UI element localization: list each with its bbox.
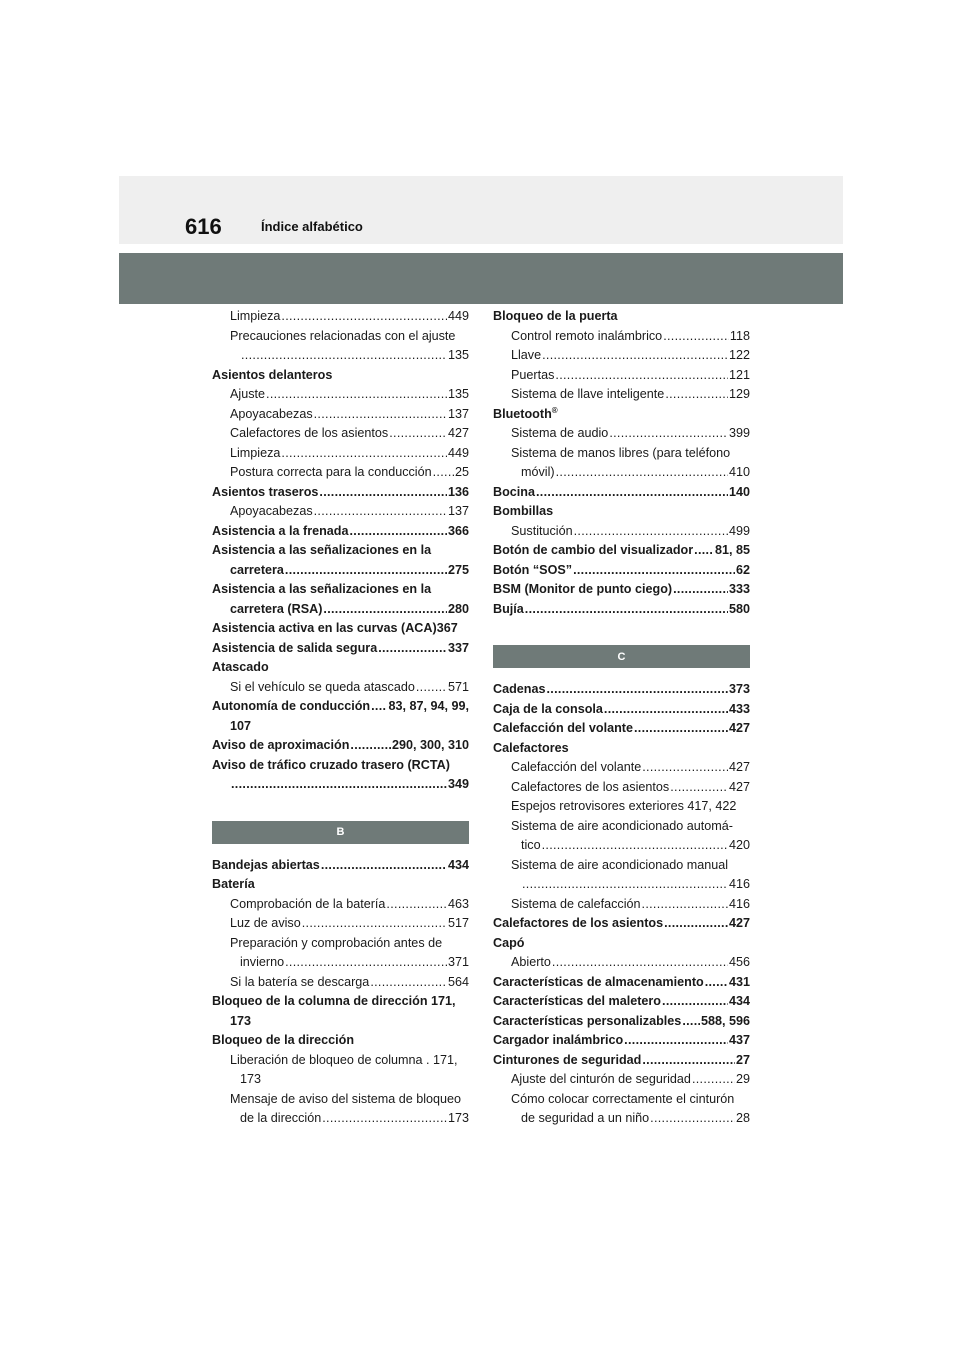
dot-leader [322,1109,447,1129]
entry-page: 333 [728,582,750,596]
entry-label: Cadenas [493,682,546,696]
index-entry[interactable] [493,1070,750,1090]
entry-label: Asistencia a la frenada [212,523,349,538]
entry-label: Cinturones de seguridad [493,1052,642,1067]
index-entry[interactable] [493,327,750,347]
entry-label: Características de almacenamiento [493,974,704,989]
index-entry[interactable] [212,463,469,483]
entry-page: 416 [728,896,750,911]
entry-label: Calefacción del volante [511,760,642,774]
entry-label: Ajuste del cinturón de seguridad [511,1072,691,1086]
entry-label: carretera (RSA) [230,601,323,616]
index-entry[interactable] [493,1012,750,1032]
dot-leader [522,875,728,895]
page-number: 616 [185,214,222,239]
dot-leader [642,1051,735,1071]
entry-label: Apoyacabezas [230,504,313,518]
entry-page: 83, 87, 94, 99, [388,699,469,713]
index-entry[interactable] [212,619,469,639]
index-entry[interactable] [493,797,750,817]
entry-label: Botón de cambio del visualizador [493,543,694,557]
entry-label: 173 [240,1072,262,1086]
entry-page: 449 [447,309,469,323]
dot-leader [670,778,728,798]
entry-page: 136 [447,484,469,499]
entry-label: BSM (Monitor de punto ciego) [493,582,673,596]
entry-label: Si la batería se descarga [230,974,370,989]
entry-label: carretera [230,562,284,577]
index-entry[interactable] [493,405,750,425]
index-entry[interactable] [212,875,469,895]
entry-label: tico [521,838,541,852]
dot-leader [386,895,447,915]
index-entry[interactable] [493,778,750,798]
entry-page: 62 [735,562,750,577]
index-entry[interactable] [493,385,750,405]
index-entry[interactable] [212,385,469,405]
index-entry[interactable] [212,914,469,934]
entry-label: Sistema de aire acondicionado automá- [511,818,733,833]
entry-page: 28 [735,1111,750,1125]
dot-leader [378,639,447,659]
dot-leader [555,366,728,386]
index-entry[interactable] [493,600,750,620]
dot-leader [542,346,728,366]
dot-leader [389,424,447,444]
dot-leader [319,483,447,503]
entry-label: Sistema de manos libres (para teléfono [511,445,731,460]
index-entry[interactable] [212,366,469,386]
entry-page: 410 [728,465,750,479]
entry-page: 280 [447,601,469,616]
entry-label: Preparación y comprobación antes de [230,935,443,950]
index-entry[interactable] [212,953,469,973]
entry-page: 499 [728,523,750,538]
entry-page: 137 [447,406,469,421]
index-entry[interactable] [212,580,469,600]
index-entry[interactable] [493,502,750,522]
entry-page: 431 [728,974,750,989]
entry-label: Asistencia de salida segura [212,640,378,655]
entry-page: 517 [447,916,469,930]
entry-label: Bloqueo de la columna de dirección 171, [212,994,456,1008]
dot-leader [650,1109,735,1129]
entry-page: 564 [447,974,469,989]
dot-leader [673,580,728,600]
entry-page: 427 [728,760,750,774]
dot-leader [542,836,728,856]
dot-leader [302,914,447,934]
index-entry[interactable] [212,678,469,698]
dot-leader [525,600,728,620]
entry-page: 290, 300, 310 [391,738,469,752]
dot-leader [241,346,447,366]
entry-page: 449 [447,445,469,460]
index-entry[interactable] [212,307,469,327]
entry-page: 427 [728,779,750,794]
index-entry[interactable] [212,639,469,659]
entry-label: Limpieza [230,309,281,323]
index-entry[interactable] [212,502,469,522]
dot-leader [604,700,728,720]
index-entry[interactable] [212,736,469,756]
index-entry[interactable] [212,1070,469,1090]
dot-leader [634,719,728,739]
dot-leader [694,541,714,561]
registered-mark: ® [551,405,558,415]
index-entry[interactable] [493,934,750,954]
entry-label: Aviso de aproximación [212,738,350,752]
index-entry[interactable] [212,934,469,954]
entry-label: 173 [230,1013,252,1028]
entry-page: 366 [447,523,469,538]
entry-label: Calefactores [493,740,569,755]
index-entry[interactable] [212,1051,469,1071]
dot-leader [314,405,447,425]
entry-label: Liberación de bloqueo de columna . 171, [230,1052,458,1067]
entry-page: 129 [728,387,750,401]
entry-label: Calefactores de los asientos [230,426,389,440]
index-entry[interactable] [493,366,750,386]
entry-page: 373 [728,682,750,696]
entry-page: 29 [735,1072,750,1086]
entry-label: Asistencia activa en las curvas (ACA)367 [212,621,458,635]
index-entry[interactable] [212,973,469,993]
entry-label: Limpieza [230,445,281,460]
index-column-left [212,307,469,1129]
entry-label: Asistencia a las señalizaciones en la [212,582,432,596]
entry-label: Ajuste [230,387,266,401]
index-entry[interactable] [493,914,750,934]
dot-leader [314,502,447,522]
entry-label: Autonomía de conducción [212,699,371,713]
entry-page: 399 [728,426,750,440]
index-entry[interactable] [212,327,469,347]
entry-page: 437 [728,1033,750,1047]
entry-label: Si el vehículo se queda atascado [230,679,415,694]
dot-leader [574,522,728,542]
index-entry[interactable] [493,580,750,600]
letter-divider: C [493,645,750,668]
entry-page: 433 [728,701,750,716]
entry-label: Atascado [212,660,269,674]
dot-leader [321,856,447,876]
index-entry[interactable] [493,973,750,993]
index-entry[interactable] [212,561,469,581]
index-entry[interactable] [493,719,750,739]
index-entry[interactable] [493,444,750,464]
entry-label: Luz de aviso [230,916,301,930]
index-entry[interactable] [212,1109,469,1129]
entry-label: Bluetooth [493,406,552,421]
entry-page: 121 [728,367,750,382]
entry-label: Sistema de calefacción [511,896,641,911]
letter-divider: B [212,821,469,844]
entry-page: 135 [447,348,469,362]
index-entry[interactable] [212,756,469,776]
index-entry[interactable] [493,758,750,778]
index-entry[interactable] [493,953,750,973]
entry-label: Bocina [493,484,535,499]
index-entry[interactable] [493,1031,750,1051]
entry-page: 427 [728,721,750,735]
dot-leader [350,522,447,542]
index-entry[interactable] [493,895,750,915]
entry-label: Sistema de llave inteligente [511,387,665,401]
entry-label: Características personalizables [493,1013,682,1028]
entry-label: invierno [240,955,285,969]
entry-label: Bloqueo de la dirección [212,1033,355,1047]
entry-page: 140 [728,484,750,499]
index-entry[interactable] [493,463,750,483]
dot-leader [624,1031,728,1051]
index-entry[interactable] [493,739,750,759]
entry-page: 25 [454,465,469,479]
dot-leader [547,680,728,700]
dot-leader [285,561,447,581]
entry-label: de la dirección [240,1111,322,1125]
index-entry[interactable] [212,483,469,503]
entry-label: móvil) [521,465,555,479]
index-entry[interactable] [212,658,469,678]
entry-label: Control remoto inalámbrico [511,328,663,343]
index-entry[interactable] [493,875,750,895]
index-entry[interactable] [212,541,469,561]
index-entry[interactable] [493,836,750,856]
index-entry[interactable] [493,817,750,837]
dot-leader [266,385,447,405]
entry-label: Sistema de audio [511,426,609,440]
entry-label: Capó [493,935,525,950]
index-entry[interactable] [212,717,469,737]
section-gap [493,619,750,645]
index-entry[interactable] [212,1031,469,1051]
dot-leader [552,953,728,973]
index-entry[interactable] [493,424,750,444]
entry-page: 173 [447,1111,469,1125]
dot-leader [642,895,728,915]
entry-label: Sistema de aire acondicionado manual [511,857,729,872]
index-entry[interactable] [212,405,469,425]
entry-label: Llave [511,348,542,362]
entry-label: Puertas [511,367,555,382]
index-entry[interactable] [493,483,750,503]
entry-page: 135 [447,387,469,401]
index-entry[interactable] [493,522,750,542]
dot-leader [573,561,735,581]
entry-page: 81, 85 [714,543,750,557]
entry-label: Cargador inalámbrico [493,1033,624,1047]
dot-leader [433,463,454,483]
index-entry[interactable] [212,522,469,542]
entry-page: 580 [728,601,750,616]
entry-label: Calefactores de los asientos [511,779,670,794]
entry-page: 137 [447,504,469,518]
entry-label: Botón “SOS” [493,562,573,577]
entry-page: 349 [447,777,469,791]
dot-leader [281,307,447,327]
dot-leader [370,973,447,993]
entry-label: Bloqueo de la puerta [493,309,618,323]
entry-page: 427 [728,916,750,930]
index-entry[interactable] [493,561,750,581]
entry-label: Características del maletero [493,994,662,1008]
entry-label: 107 [230,718,252,733]
entry-page: 456 [728,955,750,969]
dot-leader [664,914,728,934]
index-entry[interactable] [493,700,750,720]
entry-label: Asientos delanteros [212,367,333,382]
entry-page: 27 [735,1052,750,1067]
index-entry[interactable] [212,697,469,717]
index-entry[interactable] [493,1109,750,1129]
index-entry[interactable] [493,856,750,876]
dot-leader [682,1012,700,1032]
entry-page: 588, 596 [700,1013,750,1028]
entry-label: Batería [212,877,255,891]
dot-leader [371,697,387,717]
entry-page: 427 [447,426,469,440]
index-entry[interactable] [493,680,750,700]
dot-leader [416,678,447,698]
dot-leader [323,600,447,620]
dot-leader [556,463,728,483]
index-entry[interactable] [212,775,469,795]
index-entry[interactable] [212,1012,469,1032]
dot-leader [665,385,728,405]
entry-label: Asistencia a las señalizaciones en la [212,543,432,557]
dot-leader [350,736,391,756]
entry-label: Calefacción del volante [493,721,633,735]
entry-page: 434 [728,994,750,1008]
dot-leader [609,424,728,444]
index-entry[interactable] [212,856,469,876]
dot-leader [285,953,447,973]
dot-leader [692,1070,735,1090]
index-entry[interactable] [493,307,750,327]
entry-label: Bombillas [493,504,554,518]
dot-leader [705,973,728,993]
entry-page: 275 [447,562,469,577]
entry-label: de seguridad a un niño [521,1111,650,1125]
index-entry[interactable] [212,600,469,620]
entry-label: Aviso de tráfico cruzado trasero (RCTA) [212,757,450,772]
entry-page: 463 [447,896,469,911]
index-entry[interactable] [212,346,469,366]
dot-leader [281,444,447,464]
index-entry[interactable] [212,424,469,444]
entry-label: Abierto [511,955,551,969]
section-gap [212,795,469,821]
index-entry[interactable] [493,1051,750,1071]
index-entry[interactable] [493,1090,750,1110]
entry-label: Espejos retrovisores exteriores 417, 422 [511,799,737,813]
entry-page: 571 [447,679,469,694]
dot-leader [642,758,728,778]
section-title: Índice alfabético [261,219,363,234]
index-entry[interactable] [212,1090,469,1110]
entry-page: 122 [728,348,750,362]
entry-page: 118 [729,328,750,343]
header-band [119,176,843,244]
dot-leader [231,775,447,795]
entry-label: Mensaje de aviso del sistema de bloqueo [230,1091,462,1106]
index-entry[interactable] [493,541,750,561]
entry-label: Precauciones relacionadas con el ajuste [230,328,456,343]
entry-label: Bandejas abiertas [212,857,320,872]
index-entry[interactable] [212,895,469,915]
index-column-right [493,307,750,1129]
dot-leader [663,327,729,347]
entry-label: Postura correcta para la conducción [230,465,432,479]
entry-label: Bujía [493,601,524,616]
entry-label: Apoyacabezas [230,406,313,421]
entry-label: Calefactores de los asientos [493,916,664,930]
index-entry[interactable] [212,444,469,464]
entry-page: 371 [447,955,469,969]
index-entry[interactable] [493,346,750,366]
entry-label: Cómo colocar correctamente el cinturón [511,1091,735,1106]
index-entry[interactable] [493,992,750,1012]
entry-label: Sustitución [511,523,573,538]
entry-label: Asientos traseros [212,484,319,499]
entry-page: 337 [447,640,469,655]
entry-page: 420 [728,838,750,852]
entry-page: 434 [447,857,469,872]
index-entry[interactable] [212,992,469,1012]
dot-leader [536,483,728,503]
entry-page: 416 [728,877,750,891]
entry-label: Comprobación de la batería [230,896,386,911]
dot-leader [662,992,728,1012]
header-bar [119,253,843,304]
entry-label: Caja de la consola [493,701,603,716]
